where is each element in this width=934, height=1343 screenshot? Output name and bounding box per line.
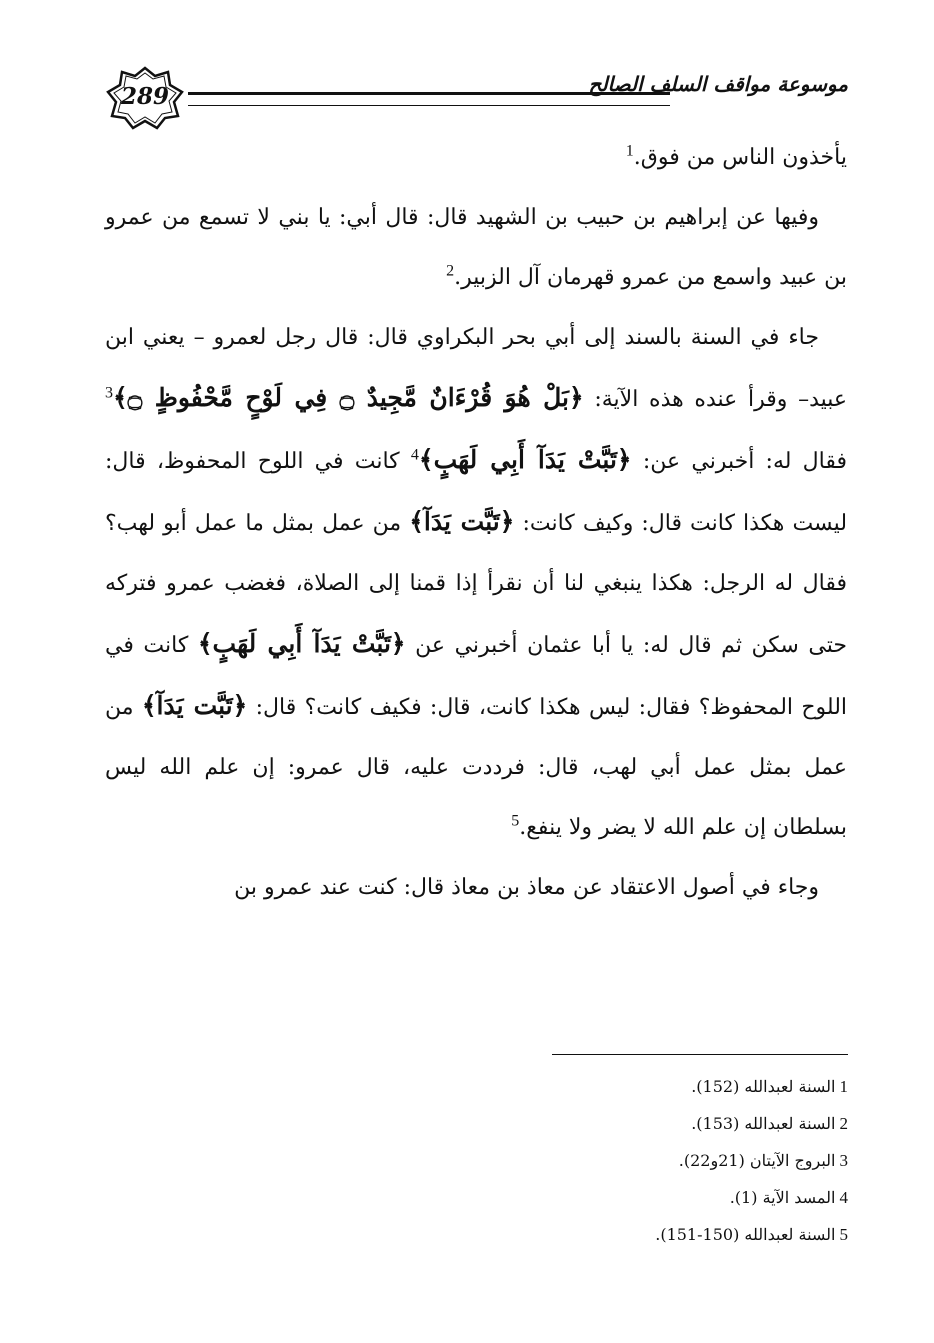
footnote-ref-2: 2 <box>446 262 455 280</box>
page-number-badge <box>106 66 184 130</box>
footnote-number: 1 <box>839 1077 848 1096</box>
page-header <box>106 66 848 130</box>
main-text <box>105 128 847 918</box>
paragraph-3-part-e: كانت في اللوح المحفوظ؟ فقال: ليس هكذا كانت، قال: فكيف كانت؟ قال: <box>105 633 848 720</box>
footnote-5 <box>500 1216 848 1253</box>
quran-verse-5: ﴿تَبَّت يَدَآ﴾ <box>141 691 248 720</box>
paragraph-2 <box>105 188 847 308</box>
paragraph-3-part-d: من عمل بمثل ما عمل أبو لهب؟ فقال له الرجل: هكذا ينبغي لنا أن نقرأ إذا قمنا إلى الصلاة، فغضب عمرو فتركه حتى سكن ثم قال له: يا أبا عثمان أخبرني عن <box>105 511 847 658</box>
series-title: موسوعة مواقف السلف الصالح <box>588 72 848 96</box>
footnote-ref-4: 4 <box>410 446 419 464</box>
footnote-number: 3 <box>839 1151 848 1170</box>
footnote-text: السنة لعبدالله (150-151). <box>655 1225 836 1244</box>
footnote-separator <box>552 1054 848 1055</box>
paragraph-1 <box>105 128 847 188</box>
footnote-ref-3: 3 <box>105 384 113 402</box>
paragraph-3-part-f: من عمل بمثل عمل أبي لهب، قال: فرددت عليه، قال عمرو: إن علم الله ليس بسلطان إن علم الله لا يضر ولا ينفع. <box>105 695 847 840</box>
footnote-ref-5: 5 <box>511 812 520 830</box>
footnote-number: 4 <box>839 1188 848 1207</box>
footnotes <box>500 1068 848 1253</box>
footnote-text: السنة لعبدالله (153). <box>691 1114 836 1133</box>
paragraph-4-text: وجاء في أصول الاعتقاد عن معاذ بن معاذ قال: كنت عند عمرو بن <box>234 875 819 900</box>
footnote-text: السنة لعبدالله (152). <box>691 1077 836 1096</box>
footnote-text: البروج الآيتان (21و22). <box>678 1151 836 1170</box>
paragraph-1-text: يأخذون الناس من فوق. <box>633 145 847 170</box>
footnote-text: المسد الآية (1). <box>729 1188 836 1207</box>
page-number: 289 <box>120 83 169 110</box>
footnote-number: 2 <box>839 1114 848 1133</box>
paragraph-2-text: وفيها عن إبراهيم بن حبيب بن الشهيد قال: قال أبي: يا بني لا تسمع من عمرو بن عبيد واسمع من عمرو قهرمان آل الزبير. <box>105 205 847 290</box>
footnote-4 <box>500 1179 848 1216</box>
paragraph-3-part-b: فقال له: أخبرني عن: <box>642 449 848 474</box>
paragraph-3 <box>105 308 847 858</box>
footnote-3 <box>500 1142 848 1179</box>
paragraph-3-part-a: جاء في السنة بالسند إلى أبي بحر البكراوي قال: قال رجل لعمرو – يعني ابن عبيد– وقرأ عنده هذه الآية: <box>105 325 848 412</box>
footnote-1 <box>500 1068 848 1105</box>
quran-verse-4: ﴿تَبَّتْ يَدَآ أَبِي لَهَبٍ﴾ <box>197 629 406 658</box>
quran-verse-2: ﴿تَبَّتْ يَدَآ أَبِي لَهَبٍ﴾ <box>418 445 632 474</box>
paragraph-3-part-c: كانت في اللوح المحفوظ، قال: ليست هكذا كانت قال: وكيف كانت: <box>105 449 848 536</box>
footnote-number: 5 <box>839 1225 848 1244</box>
quran-verse-1: ﴿بَلْ هُوَ قُرْءَانٌ مَّجِيدٌ ۝ فِي لَوْحٍ مَّحْفُوظٍ ۝﴾ <box>113 383 584 412</box>
paragraph-4 <box>105 858 847 918</box>
footnote-ref-1: 1 <box>625 142 634 160</box>
footnote-2 <box>500 1105 848 1142</box>
quran-verse-3: ﴿تَبَّت يَدَآ﴾ <box>409 507 515 536</box>
